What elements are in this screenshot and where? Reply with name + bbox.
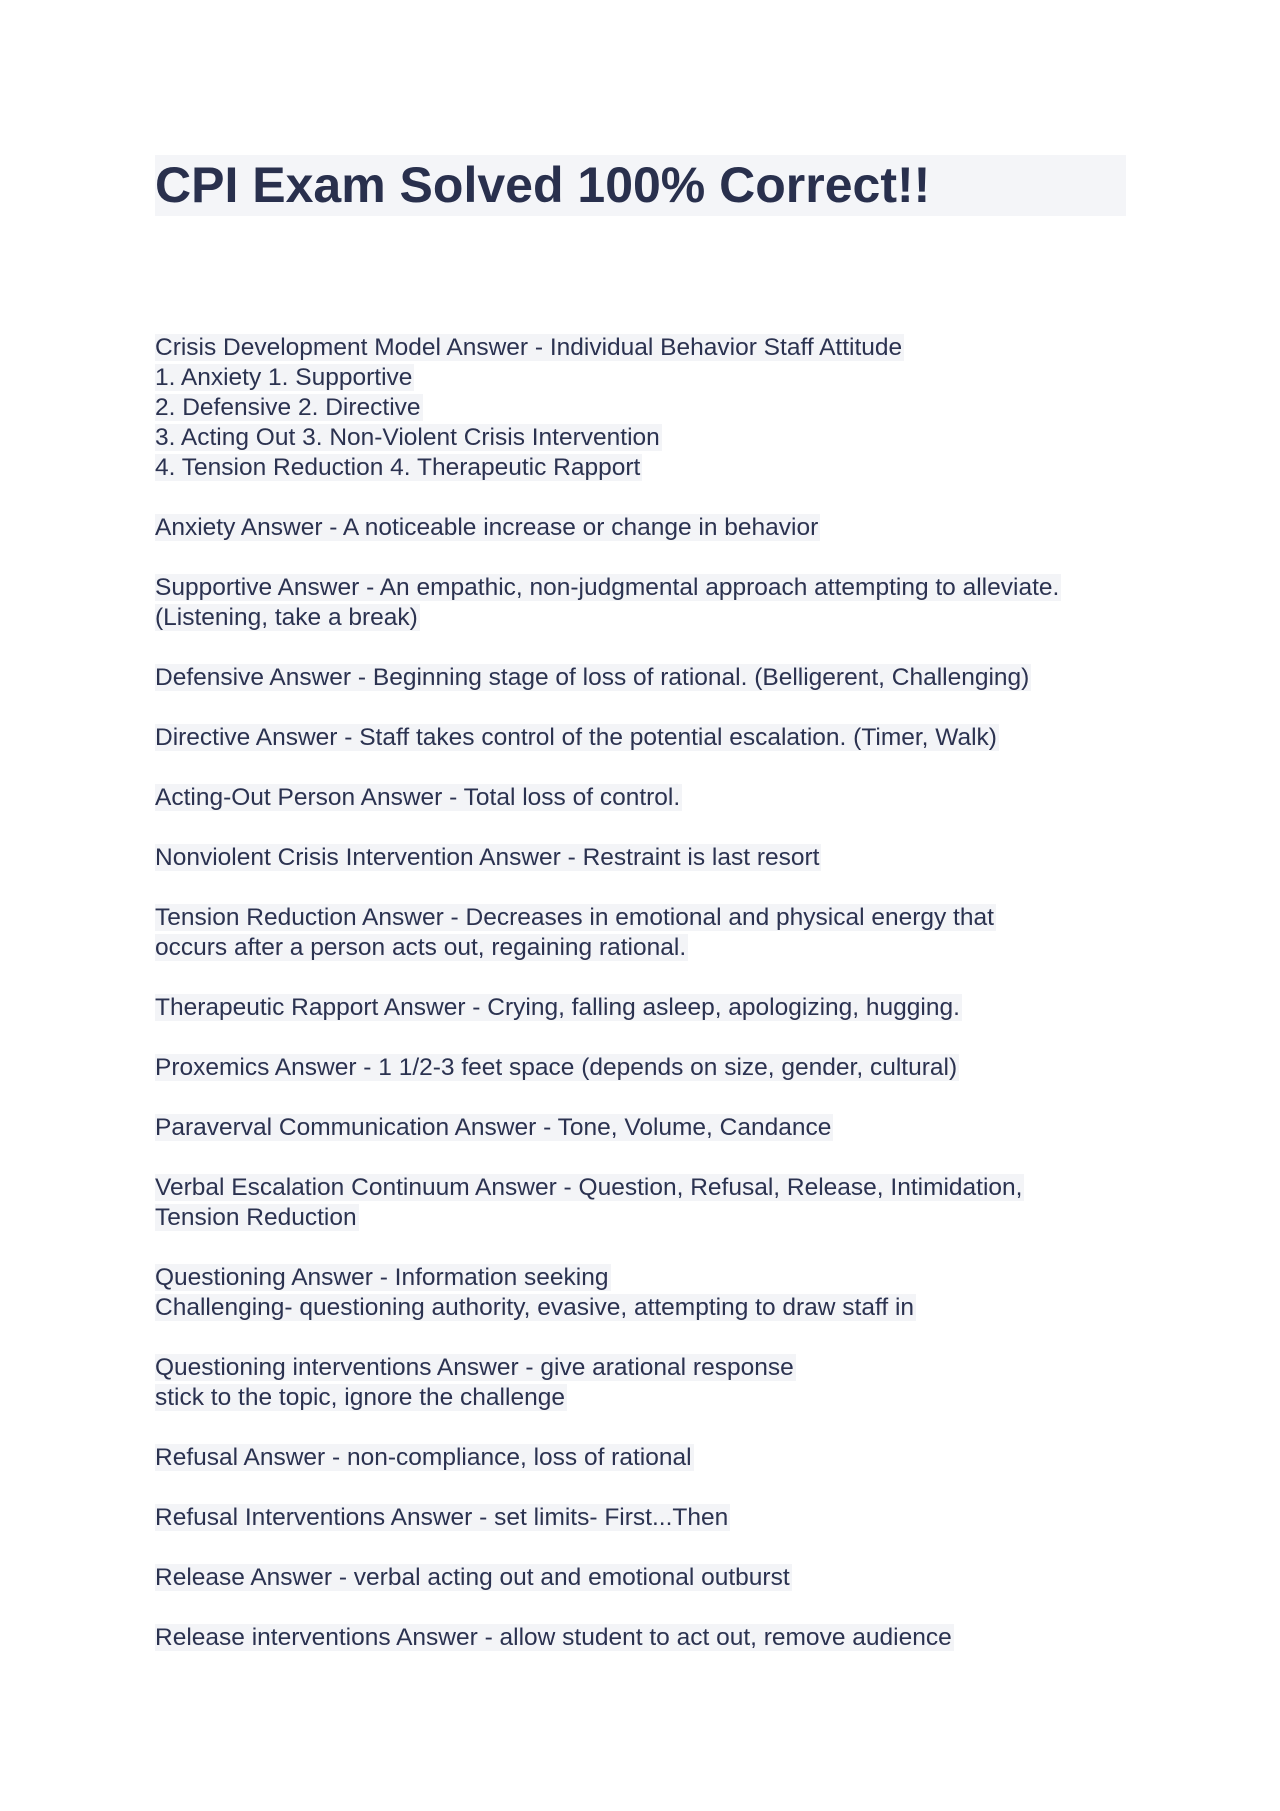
entry-supportive — [155, 573, 1135, 633]
line-text: Refusal Answer - non-compliance, loss of rational — [155, 1444, 692, 1471]
page-title: CPI Exam Solved 100% Correct!! — [155, 157, 931, 213]
text-line — [155, 1563, 1135, 1593]
line-text: Tension Reduction Answer - Decreases in emotional and physical energy that — [155, 904, 994, 931]
text-line — [155, 573, 1135, 603]
entry-directive — [155, 723, 1135, 753]
line-text: 4. Tension Reduction 4. Therapeutic Rapport — [155, 454, 641, 481]
line-text: 1. Anxiety 1. Supportive — [155, 364, 413, 391]
line-text: (Listening, take a break) — [155, 604, 418, 631]
entry-anxiety — [155, 513, 1135, 543]
line-text: Nonviolent Crisis Intervention Answer - Restraint is last resort — [155, 844, 820, 871]
text-line — [155, 1263, 1135, 1293]
entry-verbal-escalation-continuum — [155, 1173, 1135, 1233]
entry-nonviolent-crisis-intervention — [155, 843, 1135, 873]
text-line — [155, 1353, 1135, 1383]
line-text: 2. Defensive 2. Directive — [155, 394, 421, 421]
line-text: stick to the topic, ignore the challenge — [155, 1384, 565, 1411]
entry-paraverbal-communication — [155, 1113, 1135, 1143]
text-line — [155, 1173, 1135, 1203]
text-line — [155, 1203, 1135, 1233]
text-line — [155, 1053, 1135, 1083]
line-text: Challenging- questioning authority, evasive, attempting to draw staff in — [155, 1294, 915, 1321]
line-text: occurs after a person acts out, regaining rational. — [155, 934, 687, 961]
text-line — [155, 783, 1135, 813]
text-line — [155, 1293, 1135, 1323]
title-highlight — [155, 155, 1126, 216]
text-line — [155, 513, 1135, 543]
line-text: Release Answer - verbal acting out and emotional outburst — [155, 1564, 790, 1591]
line-text: Directive Answer - Staff takes control of the potential escalation. (Timer, Walk) — [155, 724, 997, 751]
text-line — [155, 1623, 1135, 1653]
text-line — [155, 393, 1135, 423]
line-text: Supportive Answer - An empathic, non-judgmental approach attempting to alleviate. — [155, 574, 1060, 601]
text-line — [155, 993, 1135, 1023]
text-line — [155, 663, 1135, 693]
entry-questioning-interventions — [155, 1353, 1135, 1413]
line-text: Anxiety Answer - A noticeable increase or change in behavior — [155, 514, 819, 541]
line-text: Questioning Answer - Information seeking — [155, 1264, 609, 1291]
entry-proxemics — [155, 1053, 1135, 1083]
text-line — [155, 1443, 1135, 1473]
line-text: Tension Reduction — [155, 1204, 357, 1231]
line-text: Therapeutic Rapport Answer - Crying, falling asleep, apologizing, hugging. — [155, 994, 960, 1021]
line-text: Acting-Out Person Answer - Total loss of control. — [155, 784, 681, 811]
text-line — [155, 723, 1135, 753]
entry-release-interventions — [155, 1623, 1135, 1653]
text-line — [155, 423, 1135, 453]
entry-release — [155, 1563, 1135, 1593]
entry-refusal — [155, 1443, 1135, 1473]
text-line — [155, 1113, 1135, 1143]
line-text: Defensive Answer - Beginning stage of loss of rational. (Belligerent, Challenging) — [155, 664, 1030, 691]
entry-refusal-interventions — [155, 1503, 1135, 1533]
entry-questioning — [155, 1263, 1135, 1323]
line-text: Paraverval Communication Answer - Tone, Volume, Candance — [155, 1114, 832, 1141]
line-text: Refusal Interventions Answer - set limits- First...Then — [155, 1504, 729, 1531]
document-body — [155, 333, 1135, 1683]
text-line — [155, 1503, 1135, 1533]
text-line — [155, 363, 1135, 393]
text-line — [155, 933, 1135, 963]
line-text: Proxemics Answer - 1 1/2-3 feet space (depends on size, gender, cultural) — [155, 1054, 958, 1081]
entry-crisis-development-model — [155, 333, 1135, 483]
text-line — [155, 903, 1135, 933]
line-text: 3. Acting Out 3. Non-Violent Crisis Intervention — [155, 424, 660, 451]
text-line — [155, 603, 1135, 633]
entry-acting-out-person — [155, 783, 1135, 813]
line-text: Questioning interventions Answer - give arational response — [155, 1354, 794, 1381]
entry-defensive — [155, 663, 1135, 693]
text-line — [155, 1383, 1135, 1413]
line-text: Verbal Escalation Continuum Answer - Question, Refusal, Release, Intimidation, — [155, 1174, 1023, 1201]
entry-tension-reduction — [155, 903, 1135, 963]
text-line — [155, 453, 1135, 483]
line-text: Crisis Development Model Answer - Individual Behavior Staff Attitude — [155, 334, 903, 361]
text-line — [155, 843, 1135, 873]
line-text: Release interventions Answer - allow student to act out, remove audience — [155, 1624, 952, 1651]
text-line — [155, 333, 1135, 363]
entry-therapeutic-rapport — [155, 993, 1135, 1023]
